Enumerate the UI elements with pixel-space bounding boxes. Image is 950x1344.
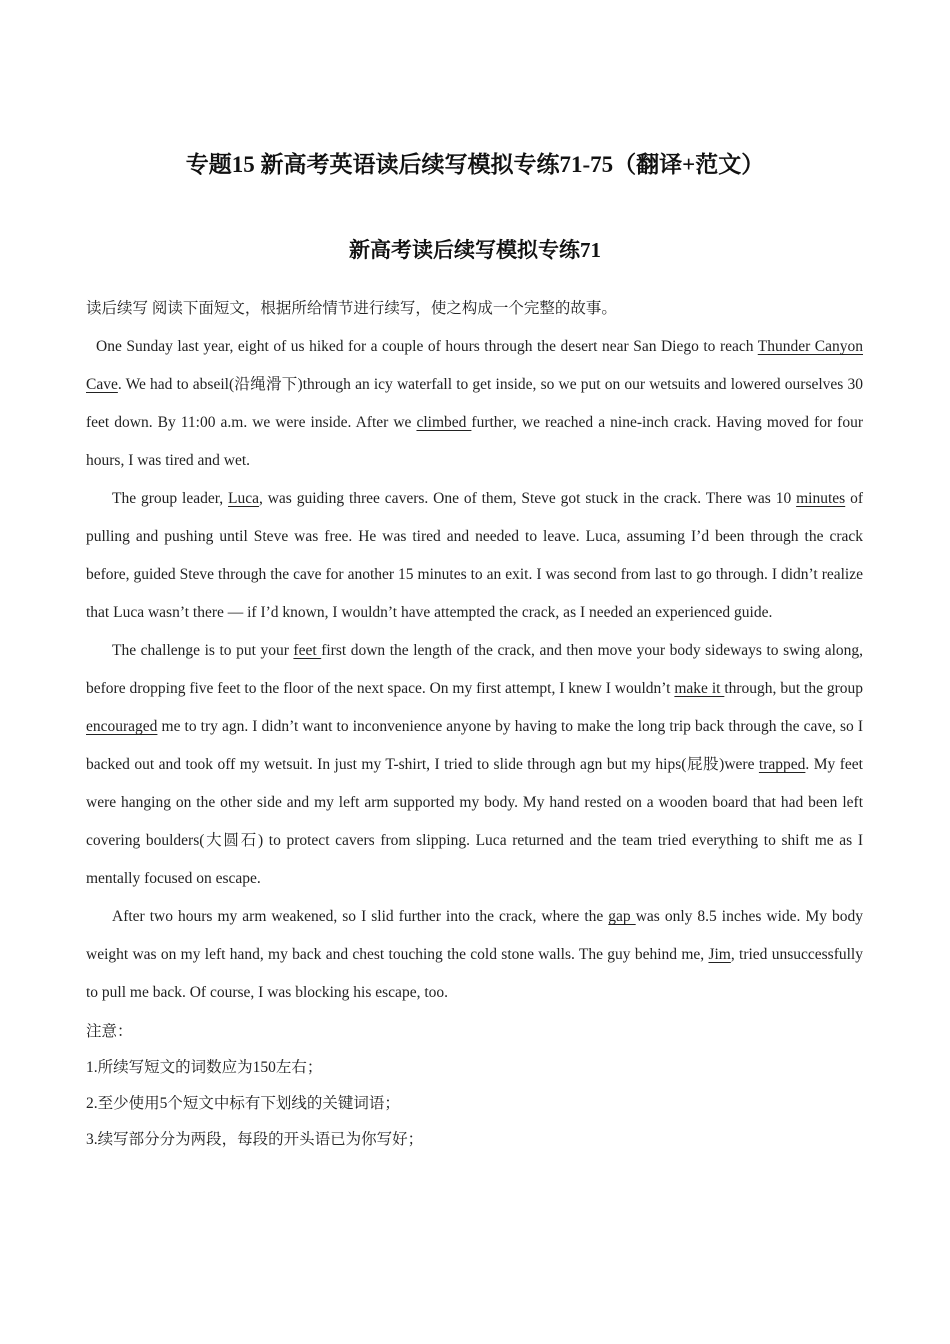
story-paragraph [86,480,863,632]
story-text-run: of pulling and pushing until Steve was free. He was tired and needed to leave. Luca, assuming I’d been through the crack before, guided Steve through the cave for another 15 minutes to an exit. I was second from last to go through. I didn’t realize that Luca wasn’t there — if I’d known, I wouldn’t have attempted the crack, as I needed an experienced guide. [86,490,863,621]
underlined-keyword: trapped [758,756,806,773]
note-item: 2.至少使用5个短文中标有下划线的关键词语； [86,1095,400,1112]
underlined-keyword: gap [608,908,636,925]
story-text-run: . My feet were hanging on the other side and my left arm supported my body. My hand rested on a wooden board that had been left covering boulders(大圆石) to protect cavers from slipping. Luca returned and the team tried everything to shift me as I mentally focused on escape. [86,756,863,887]
task-instructions: 读后续写 阅读下面短文，根据所给情节进行续写，使之构成一个完整的故事。 [86,300,617,317]
underlined-keyword: minutes [796,490,846,507]
story-text-run: , tried unsuccessfully to pull me back. Of course, I was blocking his escape, too. [86,946,863,1001]
story-text-run: further, we reached a nine-inch crack. Having moved for four hours, I was tired and wet. [86,414,863,469]
story-text-run: was only 8.5 inches wide. My body weight was on my left hand, my back and chest touching the cold stone walls. The guy behind me, [86,908,863,963]
story-text-run: One Sunday last year, eight of us hiked for a couple of hours through the desert near San Diego to reach [96,338,758,355]
notes-section [86,1014,863,1158]
story-text-run: The challenge is to put your [112,642,294,659]
underlined-keyword: make it [674,680,725,697]
story-paragraph [86,328,863,480]
underlined-keyword: encouraged [86,718,158,735]
notes-heading: 注意： [86,1023,133,1040]
story-text-run: me to try agn. I didn’t want to inconvenience anyone by having to make the long trip back through the cave, so I backed out and took off my wetsuit. In just my T-shirt, I tried to slide through agn but my hips(屁股)were [86,718,863,773]
underlined-keyword: feet [293,642,322,659]
story-text-run: first down the length of the crack, and then move your body sideways to swing along, before dropping five feet to the floor of the next space. On my first attempt, I knew I wouldn’t [86,642,864,697]
story-text-run: , was guiding three cavers. One of them, Steve got stuck in the crack. There was 10 [258,490,797,507]
underlined-keyword: Jim [708,946,731,963]
story-text-run: After two hours my arm weakened, so I slid further into the crack, where the [112,908,609,925]
story-paragraph [86,632,863,898]
story-paragraph [86,898,863,1012]
underlined-keyword: Thunder Canyon Cave [86,338,863,393]
document-body [86,294,863,1158]
story-text-run: through, but the group [724,680,864,697]
story-text-run: . We had to abseil(沿绳滑下)through an icy waterfall to get inside, so we put on our wetsuits and lowered ourselves 30 feet down. By 11:00 a.m. we were inside. After we [86,376,863,431]
note-item: 3.续写部分分为两段，每段的开头语已为你写好； [86,1131,424,1148]
story-text [86,328,863,1012]
document-title: 专题15 新高考英语读后续写模拟专练71-75（翻译+范文） [185,152,765,177]
document-subtitle: 新高考读后续写模拟专练71 [349,238,601,262]
underlined-keyword: Luca [228,490,259,507]
story-text-run: The group leader, [112,490,228,507]
note-item: 1.所续写短文的词数应为150左右； [86,1059,323,1076]
underlined-keyword: climbed [416,414,472,431]
